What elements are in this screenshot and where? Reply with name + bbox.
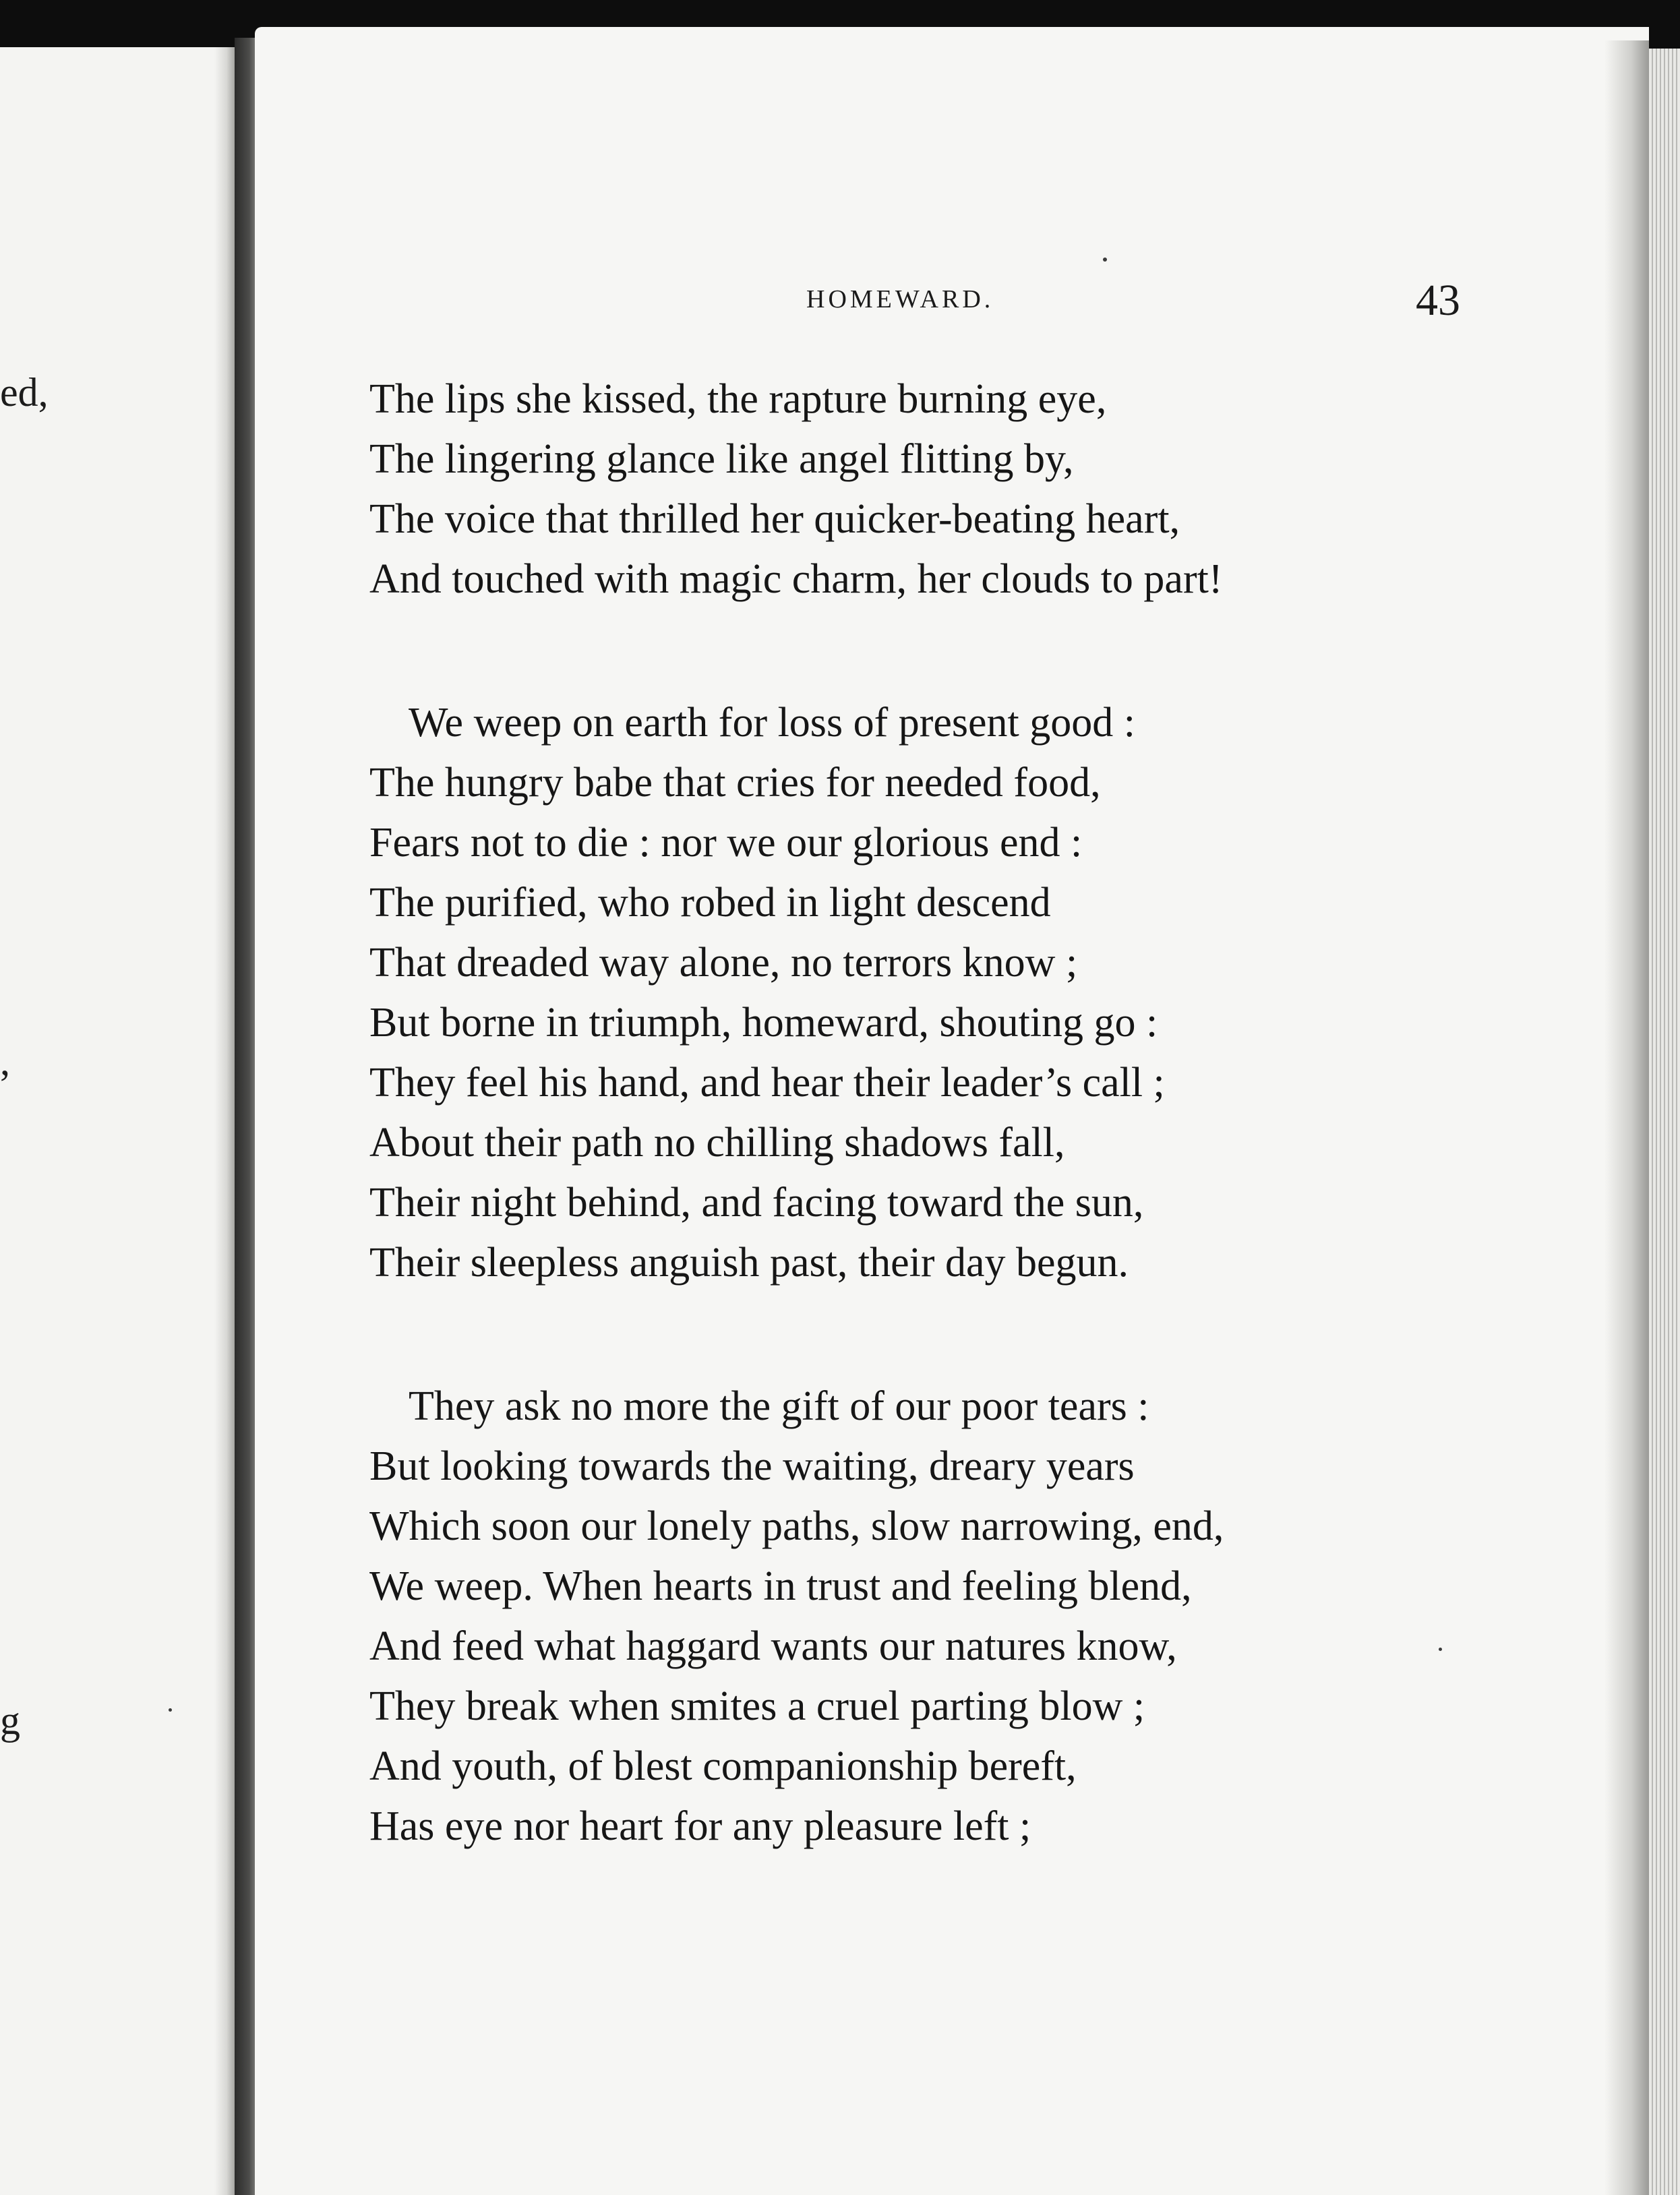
verse-line: Has eye nor heart for any pleasure left ; [369, 1803, 1031, 1849]
verse-line: The lips she kissed, the rapture burning eye, [369, 376, 1107, 422]
verse-line: But looking towards the waiting, dreary years [369, 1443, 1135, 1489]
verse-line: Fears not to die : nor we our glorious end : [369, 820, 1083, 866]
verse-line: They feel his hand, and hear their leader’s call ; [369, 1060, 1165, 1106]
page-stack-edge [1649, 49, 1680, 2195]
verse-line: And feed what haggard wants our natures know, [369, 1623, 1177, 1669]
verse-line: And youth, of blest companionship bereft, [369, 1743, 1077, 1789]
verse-line: They ask no more the gift of our poor tears : [409, 1383, 1149, 1429]
verse-line: The lingering glance like angel flitting by, [369, 436, 1074, 482]
verse-line: Which soon our lonely paths, slow narrowing, end, [369, 1503, 1224, 1549]
verse-line: We weep on earth for loss of present good : [409, 700, 1135, 746]
running-head: HOMEWARD. [806, 285, 994, 313]
verse-line: The voice that thrilled her quicker-beating heart, [369, 496, 1180, 542]
right-page-edge [1604, 40, 1649, 2195]
verse-line: Their night behind, and facing toward the sun, [369, 1180, 1144, 1226]
paper-speck [169, 1708, 172, 1712]
verse-line: But borne in triumph, homeward, shouting go : [369, 1000, 1158, 1046]
verse-line: We weep. When hearts in trust and feeling blend, [369, 1563, 1192, 1609]
poem-text [369, 369, 1475, 1940]
stanza [369, 693, 1475, 1293]
paper-speck [1103, 258, 1107, 262]
verse-line: The hungry babe that cries for needed food, [369, 760, 1101, 806]
page-number: 43 [1416, 276, 1460, 325]
left-page-fragment: , [0, 1039, 10, 1083]
left-page-fragment: ed, [0, 370, 49, 415]
left-page-fragment: g [0, 1698, 20, 1743]
verse-line: The purified, who robed in light descend [369, 880, 1051, 926]
stanza [369, 369, 1475, 609]
verse-line: They break when smites a cruel parting blow ; [369, 1683, 1145, 1729]
stanza [369, 1377, 1475, 1857]
verse-line: About their path no chilling shadows fall, [369, 1120, 1065, 1166]
verse-line: Their sleepless anguish past, their day begun. [369, 1240, 1129, 1286]
verse-line: And touched with magic charm, her clouds to part! [369, 556, 1223, 602]
verse-line: That dreaded way alone, no terrors know ; [369, 940, 1078, 986]
